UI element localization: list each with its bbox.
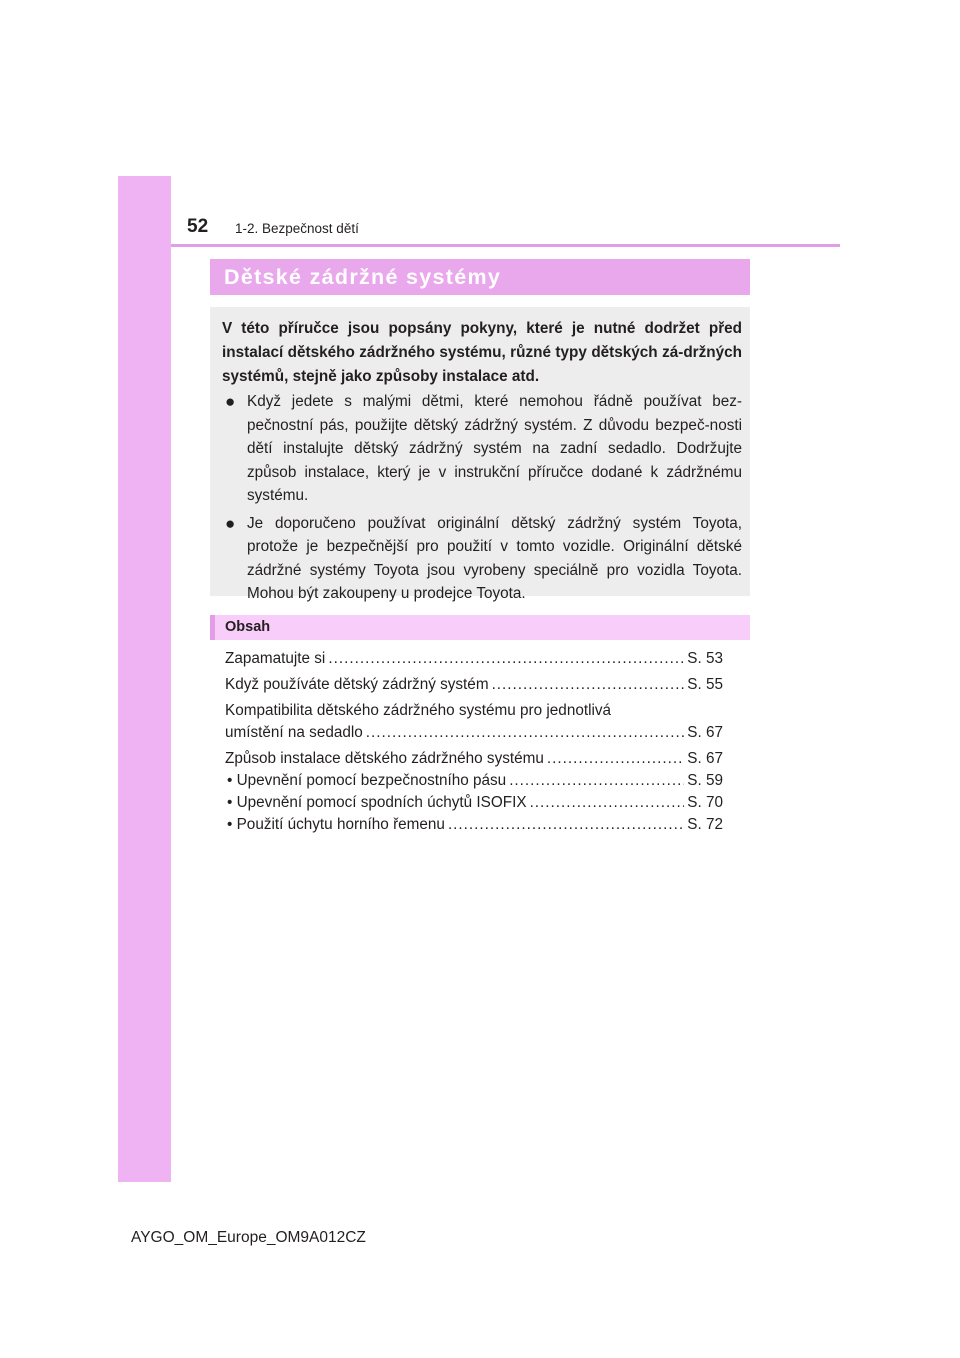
toc-leader-dots <box>366 722 685 744</box>
toc-leader-dots <box>530 792 685 814</box>
toc-subentry-bezpecnostni-pas[interactable] <box>225 770 723 792</box>
toc-page-ref[interactable]: S. 67 <box>687 724 723 741</box>
intro-bullet <box>222 390 742 508</box>
toc-entry-zpusob-instalace[interactable] <box>225 748 723 770</box>
intro-lead: V této příručce jsou popsány pokyny, které je nutné dodržet před instalací dětského zádržného systému, různé typy dětských zá-držných systémů, stejně jako způsoby instalace atd. <box>222 320 742 385</box>
header-divider <box>171 244 840 247</box>
contents-heading: Obsah <box>210 615 750 640</box>
toc-leader-dots <box>509 770 684 792</box>
table-of-contents <box>225 648 723 836</box>
toc-page-ref[interactable]: S. 55 <box>687 676 723 693</box>
intro-bullet-text: Když jedete s malými dětmi, které nemohou řádně používat bez-pečnostní pás, použijte dětský zádržný systém. Z důvodu bezpeč-nosti dětí instalujte dětský zádržný systém na zadní sedadlo. Dodržujte způsob instalace, který je v instrukční příručce dodané k zádržnému systému. <box>247 393 742 504</box>
chapter-side-tab <box>118 176 171 1182</box>
intro-bullet <box>222 512 742 606</box>
toc-page-ref[interactable]: S. 67 <box>687 750 723 767</box>
intro-bullet-text: Je doporučeno používat originální dětský zádržný systém Toyota, protože je bezpečnější pro použití v tomto vozidle. Originální dětské zádržné systémy Toyota jsou vyrobeny speciálně pro vozidla Toyota. Mohou být zakoupeny u prodejce Toyota. <box>247 514 742 602</box>
section-title: Dětské zádržné systémy <box>210 259 750 295</box>
toc-subentry-horni-remen[interactable] <box>225 814 723 836</box>
toc-entry-text: Kompatibilita dětského zádržného systému pro jednotlivá <box>225 702 612 719</box>
toc-entry-text: Když používáte dětský zádržný systém <box>225 676 489 693</box>
bullet-dot-icon: ● <box>225 513 236 533</box>
toc-leader-dots <box>547 748 684 770</box>
toc-entry-text: • Použití úchytu horního řemenu <box>227 816 445 833</box>
toc-page-ref[interactable]: S. 53 <box>687 650 723 667</box>
toc-entry-kdyz-pouzivate[interactable] <box>225 674 723 696</box>
toc-entry-zapamatujte[interactable] <box>225 648 723 670</box>
toc-page-ref[interactable]: S. 70 <box>687 794 723 811</box>
toc-page-ref[interactable]: S. 72 <box>687 816 723 833</box>
toc-entry-text: Zapamatujte si <box>225 650 326 667</box>
toc-leader-dots <box>448 814 684 836</box>
toc-entry-text: • Upevnění pomocí bezpečnostního pásu <box>227 772 507 789</box>
document-code-footer: AYGO_OM_Europe_OM9A012CZ <box>131 1229 366 1246</box>
toc-subentry-isofix[interactable] <box>225 792 723 814</box>
toc-entry-text: umístění na sedadlo <box>225 724 363 741</box>
intro-box <box>210 307 750 602</box>
page-number: 52 <box>187 216 209 237</box>
toc-entry-kompatibilita-line1 <box>225 700 723 722</box>
toc-leader-dots <box>492 674 685 696</box>
toc-page-ref[interactable]: S. 59 <box>687 772 723 789</box>
toc-entry-kompatibilita[interactable] <box>225 722 723 744</box>
toc-entry-text: • Upevnění pomocí spodních úchytů ISOFIX <box>227 794 527 811</box>
toc-entry-text: Způsob instalace dětského zádržného systému <box>225 750 544 767</box>
toc-leader-dots <box>328 648 684 670</box>
bullet-dot-icon: ● <box>225 392 236 411</box>
running-head: 1-2. Bezpečnost dětí <box>235 221 359 236</box>
